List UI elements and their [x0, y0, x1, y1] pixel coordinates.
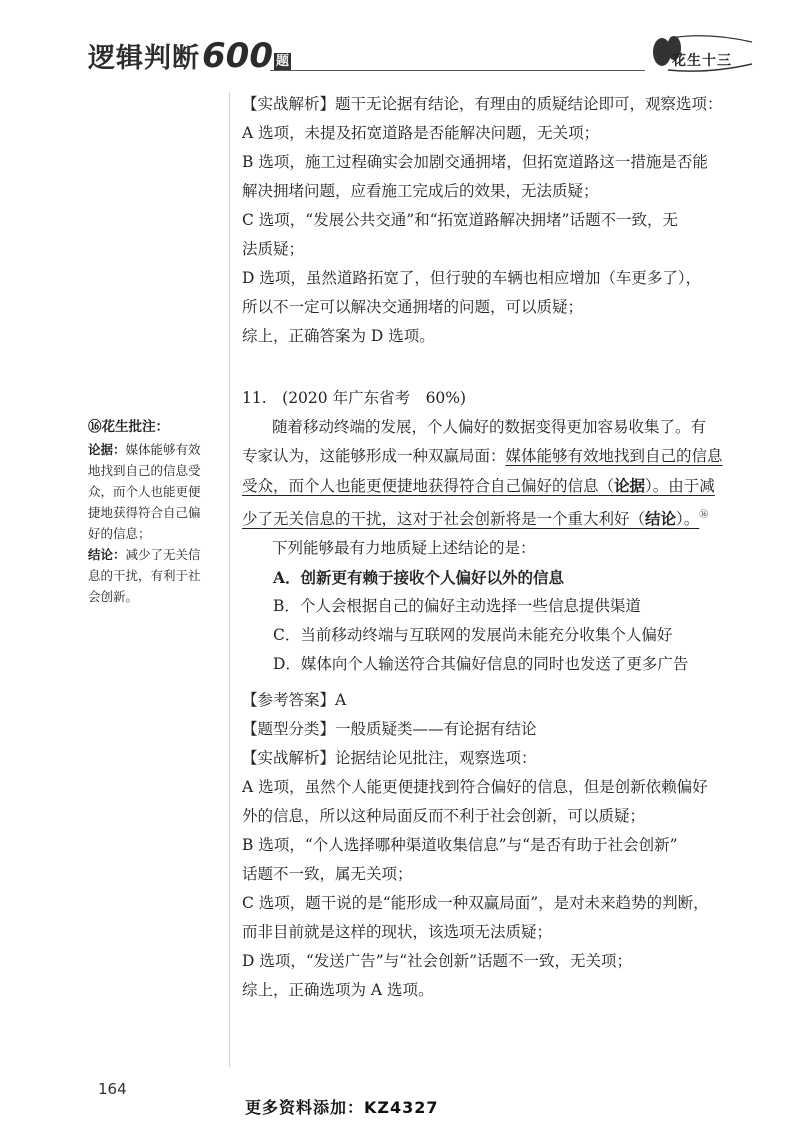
annotation-label: 论据：	[88, 442, 126, 457]
analysis-line: B 选项，“个人选择哪种渠道收集信息”与“是否有助于社会创新”	[242, 836, 678, 854]
annotation-body	[88, 439, 223, 607]
annotation-line	[88, 544, 223, 565]
answer-analysis	[242, 686, 752, 1005]
book-title	[88, 36, 291, 76]
annotation-label: 结论：	[88, 547, 126, 562]
analysis-line: 所以不一定可以解决交通拥堵的问题，可以质疑；	[242, 298, 584, 316]
stem-text: 受众，而个人也能更便捷地获得符合自己偏好的信息（	[242, 477, 615, 495]
annotation-line: 好的信息；	[88, 526, 151, 541]
brand-name: 花生十三	[672, 53, 732, 69]
note-marker: ⑯	[699, 510, 709, 520]
analysis-line: 【实战解析】论据结论见批注，观察选项：	[242, 749, 537, 767]
footer-text: 更多资料添加：KZ4327	[245, 1098, 439, 1117]
analysis-line: C 选项，题干说的是“能形成一种双赢局面”，是对未来趋势的判断，	[242, 894, 709, 912]
analysis-line: 而非目前就是这样的现状，该选项无法质疑；	[242, 923, 553, 941]
analysis-line: 综上，正确选项为 A 选项。	[242, 981, 434, 999]
margin-divider	[229, 92, 230, 1067]
analysis-line: 解决拥堵问题，应看施工完成后的效果，无法质疑；	[242, 182, 599, 200]
question-stem	[242, 442, 752, 471]
book-title-text: 逻辑判断	[88, 43, 200, 74]
question-type: 【题型分类】一般质疑类——有论据有结论	[242, 720, 537, 738]
stem-text: 随着移动终端的发展，个人偏好的数据变得更加容易收集了。有	[272, 418, 707, 436]
stem-text: ）。	[676, 510, 700, 528]
analysis-line: 【实战解析】题干无论据有结论，有理由的质疑结论即可，观察选项：	[242, 95, 723, 113]
annotation-line: 捷地获得符合自己偏	[88, 505, 201, 520]
question-stem	[242, 501, 752, 534]
reference-answer: 【参考答案】A	[242, 691, 347, 709]
book-title-number: 600	[202, 36, 273, 76]
conclusion-tag: 结论	[645, 509, 677, 528]
page-number: 164	[98, 1080, 127, 1098]
analysis-line: 法质疑；	[242, 240, 305, 258]
option-b: B．个人会根据自己的偏好主动选择一些信息提供渠道	[273, 597, 641, 615]
option-d: D．媒体向个人输送符合其偏好信息的同时也发送了更多广告	[273, 655, 689, 673]
question-prompt: 下列能够最有力地质疑上述结论的是：	[272, 539, 536, 557]
question-stem	[242, 471, 752, 501]
annotation-title: ⑯花生批注：	[88, 419, 169, 435]
analysis-line: A 选项，未提及拓宽道路是否能解决问题，无关项；	[242, 124, 600, 142]
side-annotation	[88, 415, 223, 607]
previous-analysis	[242, 90, 752, 351]
analysis-line: A 选项，虽然个人能更便捷找到符合偏好的信息，但是创新依赖偏好	[242, 778, 708, 796]
header-rule	[270, 70, 645, 71]
analysis-line: 话题不一致，属无关项；	[242, 865, 413, 883]
annotation-text: 减少了无关信	[125, 547, 201, 562]
analysis-line: 综上，正确答案为 D 选项。	[242, 327, 435, 345]
stem-underlined: 媒体能够有效地找到自己的信息	[505, 447, 723, 465]
option-a: A．创新更有赖于接收个人偏好以外的信息	[273, 568, 565, 587]
stem-text: 少了无关信息的干扰，这对于社会创新将是一个重大利好（	[242, 510, 646, 528]
analysis-line: D 选项，虽然道路拓宽了，但行驶的车辆也相应增加（车更多了），	[242, 269, 702, 287]
analysis-line: D 选项，“发送广告”与“社会创新”话题不一致，无关项；	[242, 952, 633, 970]
annotation-line: 地找到自己的信息受	[88, 463, 201, 478]
analysis-line: C 选项，“发展公共交通”和“拓宽道路解决拥堵”话题不一致，无	[242, 211, 678, 229]
argument-tag: 论据	[614, 476, 646, 495]
question-header: 11. (2020 年广东省考 60%)	[242, 389, 467, 407]
analysis-line: 外的信息，所以这种局面反而不利于社会创新，可以质疑；	[242, 807, 646, 825]
stem-text: 专家认为，这能够形成一种双赢局面：	[242, 447, 506, 465]
analysis-line: B 选项，施工过程确实会加剧交通拥堵，但拓宽道路这一措施是否能	[242, 153, 708, 171]
question-11	[242, 384, 752, 679]
annotation-line: 息的干扰，有利于社	[88, 568, 201, 583]
annotation-line: 众，而个人也能更便	[88, 484, 201, 499]
page-header	[0, 0, 800, 95]
book-title-suffix: 题	[275, 54, 289, 69]
annotation-text: 媒体能够有效	[125, 442, 201, 457]
annotation-line: 会创新。	[88, 589, 139, 604]
option-c: C．当前移动终端与互联网的发展尚未能充分收集个人偏好	[273, 626, 673, 644]
stem-underlined	[242, 477, 715, 495]
annotation-line	[88, 439, 223, 460]
stem-text: ）。由于减	[645, 477, 715, 495]
stem-underlined	[242, 510, 699, 528]
question-stem	[242, 413, 752, 442]
